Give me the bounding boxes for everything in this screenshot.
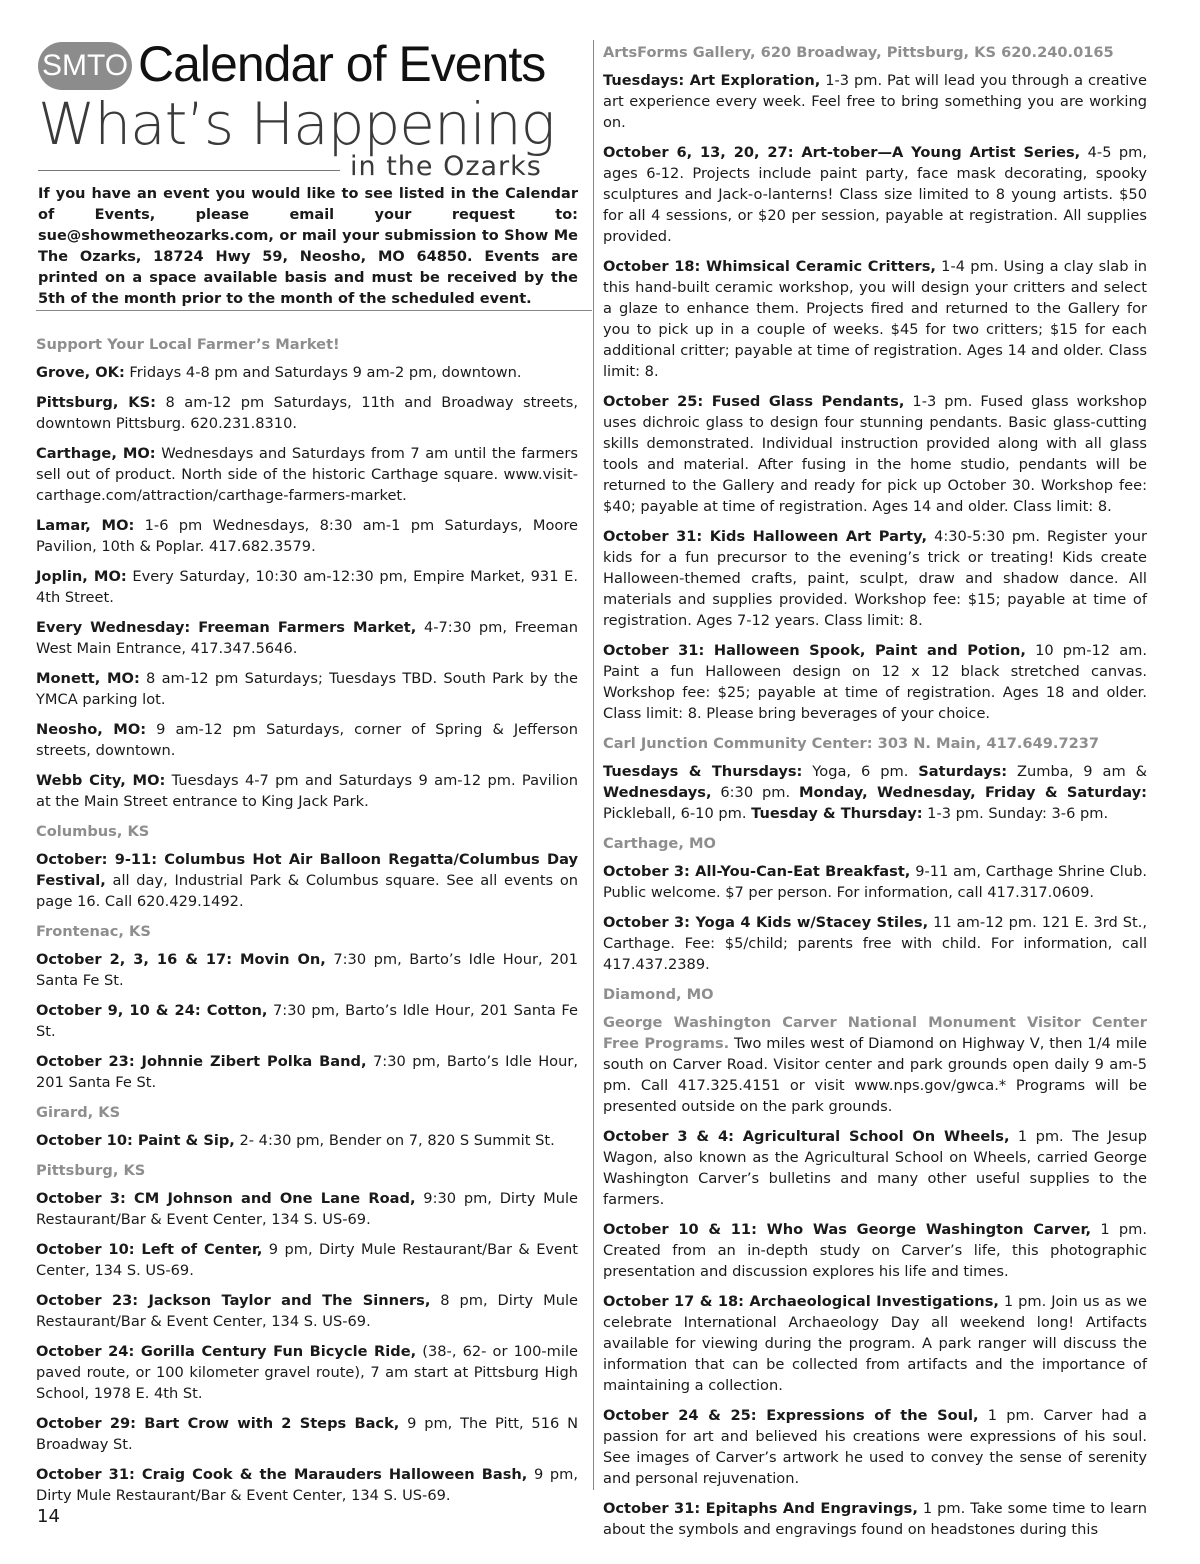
event-title: October 23: Johnnie Zibert Polka Band, <box>36 1053 367 1070</box>
event-title: October 24 & 25: Expressions of the Soul, <box>603 1407 979 1424</box>
event-details: Wednesdays and Saturdays from 7 am until the farmers sell out of product. North side of the historic Carthage square. www.visit-carthage.com/attraction/carthage-farmers-market. <box>36 445 578 504</box>
event-details: Yoga, 6 pm. <box>802 763 919 780</box>
event-details: 10 pm-12 am. Paint a fun Halloween design on 12 x 12 black stretched canvas. Workshop fee: $25; payable at time of registration. Ages 18 and older. Class limit: 8. Please bring beverages of your choice. <box>603 642 1147 722</box>
venue-description <box>603 1012 1147 1117</box>
event-details: 1-6 pm Wednesdays, 8:30 am-1 pm Saturdays, Moore Pavilion, 10th & Poplar. 417.682.3579. <box>36 517 578 555</box>
event-title: October 6, 13, 20, 27: Art-tober—A Young Artist Series, <box>603 144 1081 161</box>
event-details: Tuesdays 4-7 pm and Saturdays 9 am-12 pm. Pavilion at the Main Street entrance to King Jack Park. <box>36 772 578 810</box>
event-title: October 31: Halloween Spook, Paint and Potion, <box>603 642 1026 659</box>
event-entry <box>603 1405 1147 1489</box>
event-title: Saturdays: <box>918 763 1008 780</box>
masthead <box>36 30 584 180</box>
event-entry <box>36 1464 578 1506</box>
smto-badge: SMTO <box>38 42 132 90</box>
event-entry <box>603 526 1147 631</box>
event-title: October 18: Whimsical Ceramic Critters, <box>603 258 936 275</box>
event-entry <box>36 566 578 608</box>
event-title: October 10 & 11: Who Was George Washington Carver, <box>603 1221 1092 1238</box>
event-details: 1-3 pm. Pat will lead you through a creative art experience every week. Feel free to bring something you are working on. <box>603 72 1147 131</box>
event-title: Tuesday & Thursday: <box>751 805 923 822</box>
intro-divider <box>36 310 592 311</box>
event-title: Webb City, MO: <box>36 772 166 789</box>
event-entry <box>603 142 1147 247</box>
event-details: (38-, 62- or 100-mile paved route, or 100 kilometer gravel route), 7 am start at Pittsburg High School, 1978 E. 4th St. <box>36 1343 578 1402</box>
section-heading: Frontenac, KS <box>36 923 151 940</box>
event-entry <box>603 1498 1147 1540</box>
event-details: 9 pm, Dirty Mule Restaurant/Bar & Event Center, 134 S. US-69. <box>36 1241 578 1279</box>
event-title: October 24: Gorilla Century Fun Bicycle Ride, <box>36 1343 417 1360</box>
event-details: Zumba, 9 am & <box>1007 763 1147 780</box>
event-entry <box>36 949 578 991</box>
event-entry <box>603 861 1147 903</box>
section-heading: Carthage, MO <box>603 835 716 852</box>
event-entry <box>603 70 1147 133</box>
event-details: 11 am-12 pm. 121 E. 3rd St., Carthage. Fee: $5/child; parents free with child. For information, call 417.437.2389. <box>603 914 1147 973</box>
event-title: October 3: CM Johnson and One Lane Road, <box>36 1190 416 1207</box>
submission-instructions: If you have an event you would like to see listed in the Calendar of Events, please email your request to: sue@showmetheozarks.com, or mail your submission to Show Me The Ozarks, 18724 Hwy 59, Neosho, MO 64850. Events are printed on a space available basis and must be received by the 5th of the month prior to the month of the scheduled event. <box>38 186 578 307</box>
event-details: 1-3 pm. Sunday: 3-6 pm. <box>922 805 1109 822</box>
event-title: Grove, OK: <box>36 364 125 381</box>
event-title: October 3: Yoga 4 Kids w/Stacey Stiles, <box>603 914 929 931</box>
event-entry <box>36 1130 578 1151</box>
section-heading: Pittsburg, KS <box>36 1162 146 1179</box>
event-entry <box>603 1291 1147 1396</box>
event-details: 9 pm, Dirty Mule Restaurant/Bar & Event Center, 134 S. US-69. <box>36 1466 579 1504</box>
event-title: October 17 & 18: Archaeological Investigations, <box>603 1293 999 1310</box>
event-details: 1 pm. Join us as we celebrate International Archaeology Day all weekend long! Artifacts available for viewing during the program. A park ranger will discuss the information that can be collected from artifacts and the importance of maintaining a collection. <box>603 1293 1148 1394</box>
event-entry <box>36 849 578 912</box>
event-entry <box>36 443 578 506</box>
event-details: 1-3 pm. Fused glass workshop uses dichroic glass to design four stunning pendants. Basic glass-cutting skills demonstrated. Individual instruction provided along with all glass tools and material. After fusing in the home studio, pendants will be returned to the Gallery and ready for pick up October 30. Workshop fee: $40; payable at time of registration. Ages 14 and older. Class limit: 8. <box>603 393 1147 515</box>
event-title: Wednesdays, <box>603 784 712 801</box>
event-details: 4-7:30 pm, Freeman West Main Entrance, 417.347.5646. <box>36 619 578 657</box>
event-details: 8 am-12 pm Saturdays; Tuesdays TBD. South Park by the YMCA parking lot. <box>36 670 578 708</box>
event-title: October 31: Craig Cook & the Marauders Halloween Bash, <box>36 1466 528 1483</box>
event-entry <box>36 668 578 710</box>
event-entry <box>36 1290 578 1332</box>
event-title: October 25: Fused Glass Pendants, <box>603 393 905 410</box>
event-entry <box>36 1051 578 1093</box>
event-title: October 9, 10 & 24: Cotton, <box>36 1002 268 1019</box>
event-title: Tuesdays & Thursdays: <box>603 763 803 780</box>
event-title: Monett, MO: <box>36 670 140 687</box>
event-details: 7:30 pm, Barto’s Idle Hour, 201 Santa Fe St. <box>36 1053 579 1091</box>
event-details: 1 pm. Created from an in-depth study on Carver’s life, this photographic presentation and discussion explores his life and times. <box>603 1221 1147 1280</box>
event-details: 7:30 pm, Barto’s Idle Hour, 201 Santa Fe St. <box>36 1002 578 1040</box>
event-entry <box>603 912 1147 975</box>
page-number: 14 <box>37 1506 60 1527</box>
event-details: Two miles west of Diamond on Highway V, then 1/4 mile south on Carver Road. Visitor center and park grounds open daily 9 am-5 pm. Call 417.325.4151 or visit www.nps.gov/gwca.* Programs will be presented outside on the park grounds. <box>603 1035 1147 1115</box>
event-title: Tuesdays: Art Exploration, <box>603 72 821 89</box>
event-entry <box>36 1188 578 1230</box>
event-entry <box>36 719 578 761</box>
event-details: 9:30 pm, Dirty Mule Restaurant/Bar & Event Center, 134 S. US-69. <box>36 1190 578 1228</box>
event-title: Lamar, MO: <box>36 517 135 534</box>
right-column <box>603 42 1147 1549</box>
event-title: October 3 & 4: Agricultural School On Wheels, <box>603 1128 1010 1145</box>
whats-happening-subtitle: What’s Happening <box>38 90 555 158</box>
event-entry <box>36 1239 578 1281</box>
section-heading: Girard, KS <box>36 1104 121 1121</box>
event-title: October 10: Paint & Sip, <box>36 1132 235 1149</box>
event-details: 9 am-12 pm Saturdays, corner of Spring & Jefferson streets, downtown. <box>36 721 578 759</box>
event-details: 7:30 pm, Barto’s Idle Hour, 201 Santa Fe St. <box>36 951 578 989</box>
event-entry <box>603 256 1147 382</box>
event-entry <box>36 617 578 659</box>
event-details: 1-4 pm. Using a clay slab in this hand-built ceramic workshop, you will design your critters and select a glaze to enhance them. Projects fired and returned to the Gallery for you to pick up in a couple of weeks. $45 for two critters; $15 for each additional critter; payable at time of registration. Ages 14 and older. Class limit: 8. <box>603 258 1147 380</box>
calendar-title: Calendar of Events <box>138 36 546 92</box>
event-details: 9 pm, The Pitt, 516 N Broadway St. <box>36 1415 578 1453</box>
event-entry <box>36 362 578 383</box>
event-title: Pittsburg, KS: <box>36 394 156 411</box>
masthead-rule <box>38 170 340 171</box>
event-title: Neosho, MO: <box>36 721 147 738</box>
event-title: October 10: Left of Center, <box>36 1241 263 1258</box>
column-divider <box>593 40 594 1490</box>
event-title: Joplin, MO: <box>36 568 127 585</box>
event-details: 6:30 pm. <box>711 784 799 801</box>
event-entry <box>36 1341 578 1404</box>
event-title: October 23: Jackson Taylor and The Sinners, <box>36 1292 431 1309</box>
event-entry <box>603 761 1147 824</box>
event-entry <box>36 770 578 812</box>
event-details: 9-11 am, Carthage Shrine Club. Public welcome. $7 per person. For information, call 417.317.0609. <box>603 863 1147 901</box>
event-entry <box>36 392 578 434</box>
event-details: Pickleball, 6-10 pm. <box>603 805 752 822</box>
event-details: Fridays 4-8 pm and Saturdays 9 am-2 pm, downtown. <box>124 364 522 381</box>
event-title: October 29: Bart Crow with 2 Steps Back, <box>36 1415 400 1432</box>
left-column <box>36 334 578 1515</box>
event-entry <box>36 1413 578 1455</box>
section-heading: George Washington Carver National Monument Visitor Center Free Programs. <box>603 1014 1147 1052</box>
event-entry <box>36 1000 578 1042</box>
event-title: October 31: Kids Halloween Art Party, <box>603 528 928 545</box>
event-entry <box>603 1126 1147 1210</box>
event-title: Every Wednesday: Freeman Farmers Market, <box>36 619 417 636</box>
event-entry <box>603 1219 1147 1282</box>
event-title: Carthage, MO: <box>36 445 156 462</box>
event-details: 4-5 pm, ages 6-12. Projects include paint party, face mask decorating, spooky sculptures and Jack-o-lanterns! Class size limited to 8 young artists. $50 for all 4 sessions, or $20 per session, payable at registration. All supplies provided. <box>603 144 1147 245</box>
event-details: 8 pm, Dirty Mule Restaurant/Bar & Event Center, 134 S. US-69. <box>36 1292 578 1330</box>
event-entry <box>603 391 1147 517</box>
event-details: 2- 4:30 pm, Bender on 7, 820 S Summit St. <box>234 1132 555 1149</box>
event-title: Monday, Wednesday, Friday & Saturday: <box>798 784 1147 801</box>
event-details: all day, Industrial Park & Columbus square. See all events on page 16. Call 620.429.1492. <box>36 872 578 910</box>
section-heading: Carl Junction Community Center: 303 N. Main, 417.649.7237 <box>603 735 1100 752</box>
event-title: October 2, 3, 16 & 17: Movin On, <box>36 951 326 968</box>
section-heading: Support Your Local Farmer’s Market! <box>36 336 340 353</box>
event-details: 1 pm. The Jesup Wagon, also known as the Agricultural School on Wheels, carried George Washington Carver’s bulletins and many other useful supplies to the farmers. <box>603 1128 1147 1208</box>
event-details: 8 am-12 pm Saturdays, 11th and Broadway streets, downtown Pittsburg. 620.231.8310. <box>36 394 578 432</box>
event-title: October 3: All-You-Can-Eat Breakfast, <box>603 863 911 880</box>
section-heading: Columbus, KS <box>36 823 150 840</box>
event-title: October 31: Epitaphs And Engravings, <box>603 1500 918 1517</box>
event-entry <box>603 640 1147 724</box>
event-details: 4:30-5:30 pm. Register your kids for a fun precursor to the evening’s trick or treating! Kids create Halloween-themed crafts, paint, sculpt, draw and shadow dance. All materials and supplies provided. Workshop fee: $15; payable at time of registration. Ages 7-12 years. Class limit: 8. <box>603 528 1147 629</box>
event-details: Every Saturday, 10:30 am-12:30 pm, Empire Market, 931 E. 4th Street. <box>36 568 579 606</box>
event-details: 1 pm. Carver had a passion for art and believed his creations were expressions of his soul. See images of Carver’s artwork he used to convey the sense of serenity and personal rejuvenation. <box>603 1407 1148 1487</box>
event-entry <box>36 515 578 557</box>
event-details: 1 pm. Take some time to learn about the symbols and engravings found on headstones during this <box>603 1500 1147 1538</box>
in-the-ozarks-tagline: in the Ozarks <box>350 151 542 182</box>
section-heading: ArtsForms Gallery, 620 Broadway, Pittsburg, KS 620.240.0165 <box>603 44 1114 61</box>
event-title: October: 9-11: Columbus Hot Air Balloon Regatta/Columbus Day Festival, <box>36 851 578 889</box>
section-heading: Diamond, MO <box>603 986 714 1003</box>
